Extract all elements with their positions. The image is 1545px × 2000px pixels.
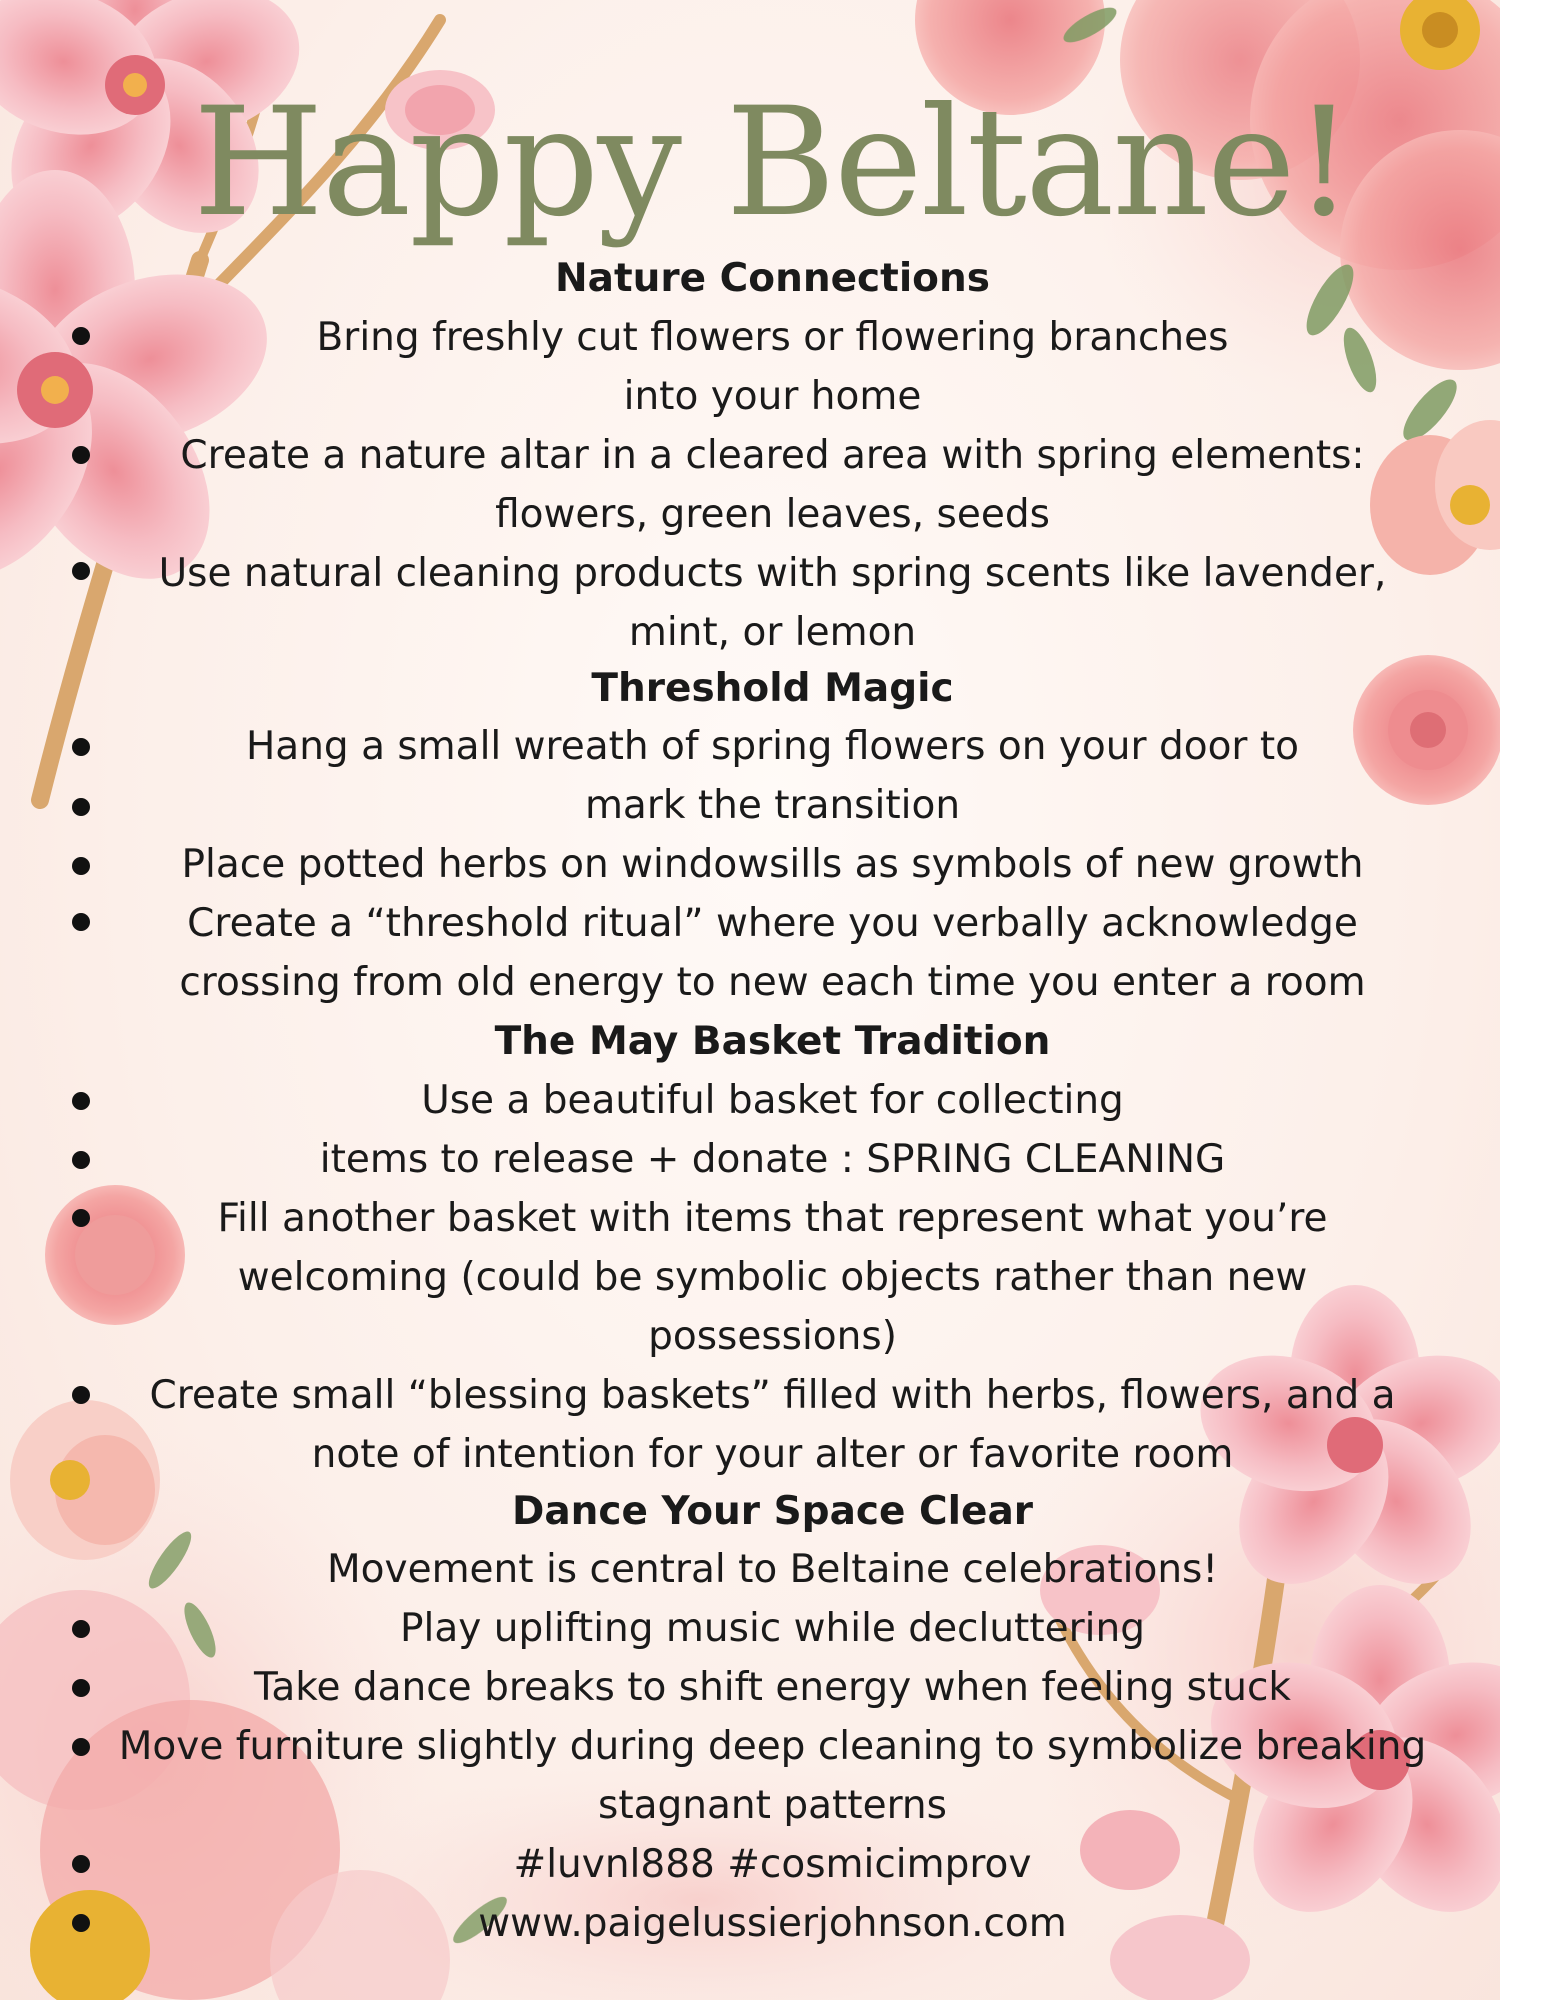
- section-heading: Nature Connections: [555, 256, 990, 301]
- section-heading: Dance Your Space Clear: [511, 1489, 1034, 1534]
- bullet-icon: [72, 738, 90, 756]
- list-item: welcoming (could be symbolic objects rather than new: [237, 1255, 1308, 1300]
- list-item: possessions): [648, 1314, 897, 1359]
- list-item: Movement is central to Beltaine celebrations!: [326, 1547, 1219, 1592]
- list-item: Create a nature altar in a cleared area with spring elements:: [180, 433, 1365, 478]
- bullet-icon: [72, 446, 90, 464]
- list-item: Bring freshly cut flowers or flowering branches: [316, 315, 1229, 360]
- list-item: Fill another basket with items that represent what you’re: [217, 1196, 1328, 1241]
- bullet-icon: [72, 562, 90, 580]
- list-item: Hang a small wreath of spring flowers on your door to: [245, 724, 1300, 769]
- section-heading: Threshold Magic: [591, 666, 954, 711]
- list-item: items to release + donate : SPRING CLEANING: [319, 1137, 1226, 1182]
- page-title: Happy Beltane!: [192, 76, 1353, 250]
- bullet-icon: [72, 1151, 90, 1169]
- bullet-icon: [72, 1679, 90, 1697]
- list-item: www.paigelussierjohnson.com: [478, 1901, 1067, 1946]
- list-item: Create small “blessing baskets” filled with herbs, flowers, and a: [149, 1373, 1396, 1418]
- bullet-icon: [72, 1092, 90, 1110]
- bullet-icon: [72, 1738, 90, 1756]
- list-item: note of intention for your alter or favorite room: [311, 1432, 1234, 1477]
- list-item: Create a “threshold ritual” where you verbally acknowledge: [187, 901, 1358, 946]
- list-item: Use a beautiful basket for collecting: [421, 1078, 1124, 1123]
- list-item: flowers, green leaves, seeds: [495, 492, 1050, 537]
- bullet-icon: [72, 1620, 90, 1638]
- bullet-icon: [72, 798, 90, 816]
- bullet-icon: [72, 1209, 90, 1227]
- list-item: Play uplifting music while decluttering: [400, 1606, 1145, 1651]
- list-item: Take dance breaks to shift energy when feeling stuck: [254, 1665, 1291, 1710]
- list-item: Use natural cleaning products with spring scents like lavender,: [158, 551, 1387, 596]
- list-item: Move furniture slightly during deep cleaning to symbolize breaking: [118, 1724, 1427, 1769]
- list-item: crossing from old energy to new each time you enter a room: [179, 960, 1366, 1005]
- bullet-icon: [72, 327, 90, 345]
- list-item: #luvnl888 #cosmicimprov: [513, 1842, 1032, 1887]
- bullet-icon: [72, 857, 90, 875]
- list-item: into your home: [623, 374, 922, 419]
- list-item: mint, or lemon: [628, 610, 917, 655]
- list-item: stagnant patterns: [598, 1783, 947, 1828]
- bullet-icon: [72, 1914, 90, 1932]
- bullet-icon: [72, 1855, 90, 1873]
- bullet-icon: [72, 913, 90, 931]
- list-item: Place potted herbs on windowsills as symbols of new growth: [181, 842, 1364, 887]
- section-heading: The May Basket Tradition: [494, 1019, 1051, 1064]
- bullet-icon: [72, 1386, 90, 1404]
- list-item: mark the transition: [584, 783, 961, 828]
